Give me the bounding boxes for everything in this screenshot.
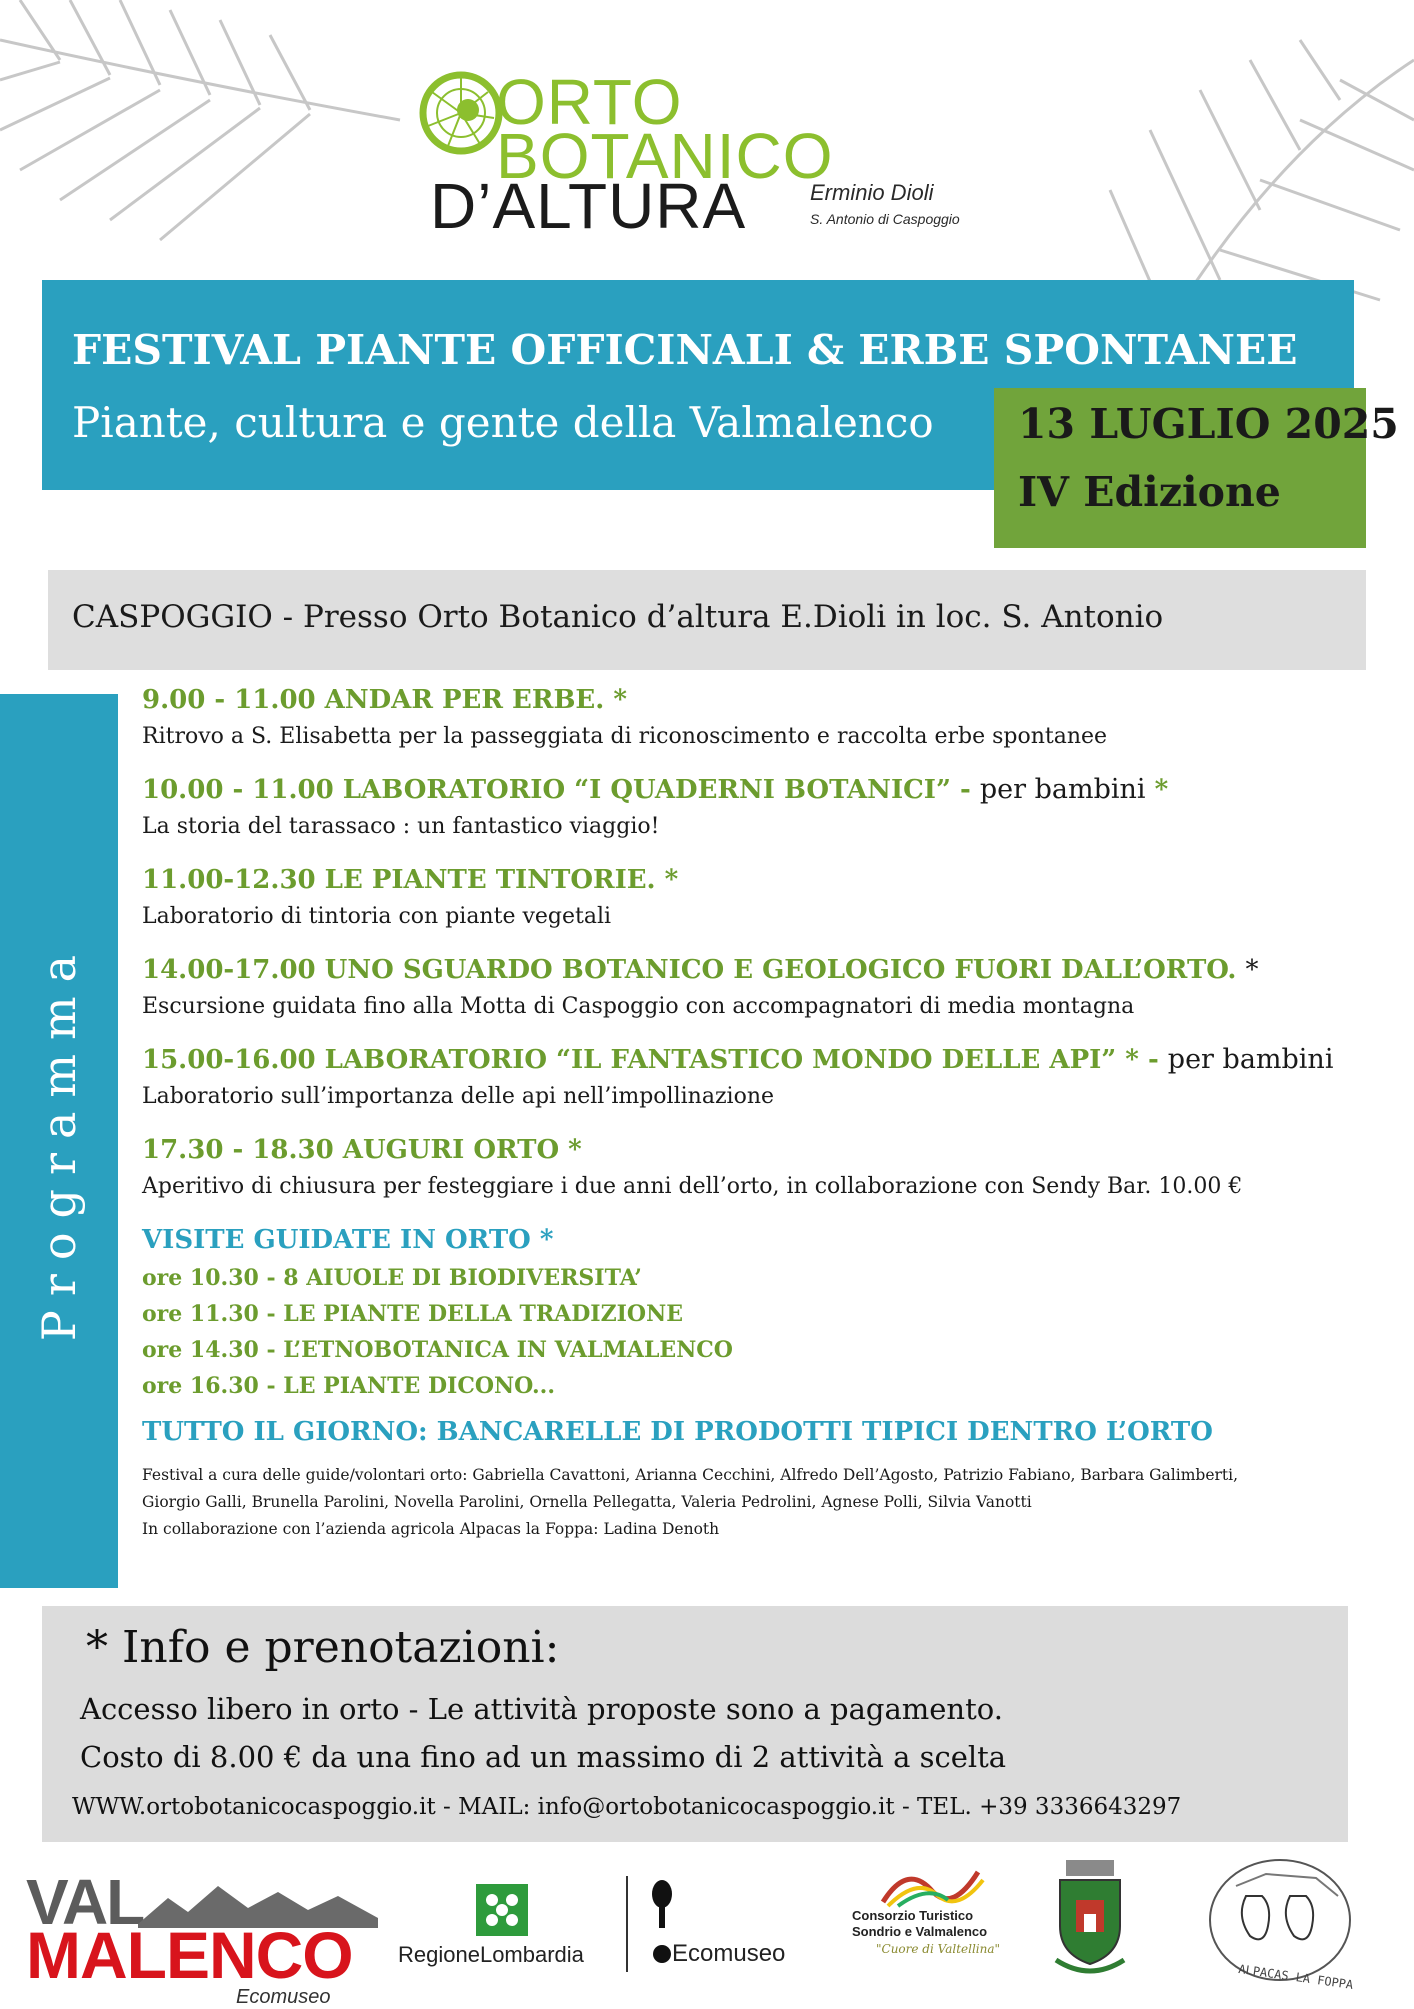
visit-item: ore 11.30 - LE PIANTE DELLA TRADIZIONE <box>142 1301 683 1327</box>
program-item-desc: Escursione guidata fino alla Motta di Caspoggio con accompagnatori di media montagna <box>142 994 1135 1019</box>
orto-botanico-logo <box>418 66 978 242</box>
program-item-title: 11.00-12.30 LE PIANTE TINTORIE. * <box>142 865 679 895</box>
visit-item: ore 10.30 - 8 AIUOLE DI BIODIVERSITA’ <box>142 1265 642 1291</box>
logo-place: S. Antonio di Caspoggio <box>810 211 960 227</box>
logo-line-3: D’ALTURA <box>430 170 747 242</box>
valmalenco-logo-sub: Ecomuseo <box>236 1986 331 2008</box>
program-item-title: 15.00-16.00 LABORATORIO “IL FANTASTICO MONDO DELLE API” * - per bambini <box>142 1044 1334 1075</box>
program-item-desc: Aperitivo di chiusura per festeggiare i due anni dell’orto, in collaborazione con Sendy Bar. 10.00 € <box>142 1174 1243 1199</box>
program-item <box>142 1130 1372 1204</box>
info-title: * Info e prenotazioni: <box>86 1622 560 1673</box>
program-item <box>142 860 1372 934</box>
program-list <box>142 680 1372 1543</box>
flower-logo-icon <box>418 70 504 156</box>
info-access: Accesso libero in orto - Le attività proposte sono a pagamento. <box>80 1692 1003 1726</box>
program-item-title: 17.30 - 18.30 AUGURI ORTO * <box>142 1135 582 1165</box>
program-item-title: 9.00 - 11.00 ANDAR PER ERBE. * <box>142 685 627 715</box>
regione-lombardia-label: RegioneLombardia <box>398 1942 584 1967</box>
location-text: CASPOGGIO - Presso Orto Botanico d’altura E.Dioli in loc. S. Antonio <box>72 599 1164 635</box>
consorzio-label-3: "Cuore di Valtellina" <box>876 1942 1001 1956</box>
ecomuseo-label: Ecomuseo <box>672 1940 786 1967</box>
alpacas-la-foppa-logo-icon <box>1206 1856 1354 1984</box>
program-item-desc: La storia del tarassaco : un fantastico viaggio! <box>142 814 660 839</box>
program-item-title: 14.00-17.00 UNO SGUARDO BOTANICO E GEOLOGICO FUORI DALL’ORTO. * <box>142 955 1259 985</box>
credits-line: Festival a cura delle guide/volontari orto: Gabriella Cavattoni, Arianna Cecchini, Alfredo Dell’Agosto, Patrizio Fabiano, Barbara Galimberti, <box>142 1466 1239 1484</box>
visits-title: VISITE GUIDATE IN ORTO * <box>142 1225 554 1255</box>
logo-name: Erminio Dioli <box>810 180 934 205</box>
consorzio-label-1: Consorzio Turistico <box>852 1908 974 1923</box>
visit-item: ore 14.30 - L’ETNOBOTANICA IN VALMALENCO <box>142 1337 733 1363</box>
credits <box>142 1462 1372 1543</box>
festival-edition: IV Edizione <box>1018 468 1281 516</box>
program-item-title: 10.00 - 11.00 LABORATORIO “I QUADERNI BOTANICI” - per bambini * <box>142 774 1169 805</box>
credits-line: Giorgio Galli, Brunella Parolini, Novella Parolini, Ornella Pellegatta, Valeria Pedrolini, Agnese Polli, Silvia Vanotti <box>142 1493 1032 1511</box>
program-item-desc: Laboratorio sull’importanza delle api nell’impollinazione <box>142 1084 775 1109</box>
logo-line-2: BOTANICO <box>496 120 834 192</box>
program-item-desc: Ritrovo a S. Elisabetta per la passeggiata di riconoscimento e raccolta erbe spontanee <box>142 724 1108 749</box>
program-side-label: Programma <box>32 940 86 1342</box>
program-item <box>142 770 1372 844</box>
credits-line: In collaborazione con l’azienda agricola Alpacas la Foppa: Ladina Denoth <box>142 1520 720 1538</box>
valmalenco-logo-bottom: MALENCO <box>26 1918 353 1992</box>
alpacas-label: ALPACAS LA FOPPA <box>1237 1962 1355 1992</box>
festival-date: 13 LUGLIO 2025 <box>1018 400 1399 448</box>
program-item <box>142 1040 1372 1114</box>
festival-subtitle: Piante, cultura e gente della Valmalenco <box>72 398 934 447</box>
visit-item: ore 16.30 - LE PIANTE DICONO... <box>142 1373 555 1399</box>
logo-divider <box>626 1876 628 1972</box>
consorzio-label-2: Sondrio e Valmalenco <box>852 1924 988 1939</box>
info-contacts[interactable]: WWW.ortobotanicocaspoggio.it - MAIL: info@ortobotanicocaspoggio.it - TEL. +39 3336643297 <box>72 1794 1182 1820</box>
all-day-note: TUTTO IL GIORNO: BANCARELLE DI PRODOTTI TIPICI DENTRO L’ORTO <box>142 1417 1213 1447</box>
consorzio-swirl-icon <box>878 1862 988 1908</box>
program-item <box>142 680 1372 754</box>
regione-lombardia-emblem-icon <box>476 1884 528 1936</box>
festival-title: FESTIVAL PIANTE OFFICINALI & ERBE SPONTANEE <box>72 326 1298 374</box>
program-item <box>142 950 1372 1024</box>
valmalenco-logo-top: VAL <box>26 1866 144 1938</box>
info-cost: Costo di 8.00 € da una fino ad un massimo di 2 attività a scelta <box>80 1740 1007 1774</box>
logo-line-1: ORTO <box>496 66 683 138</box>
program-side-band <box>0 694 118 1588</box>
palm-leaf-left-decoration <box>0 0 420 300</box>
program-item-desc: Laboratorio di tintoria con piante vegetali <box>142 904 612 929</box>
caspoggio-coat-of-arms-icon <box>1048 1856 1132 1982</box>
